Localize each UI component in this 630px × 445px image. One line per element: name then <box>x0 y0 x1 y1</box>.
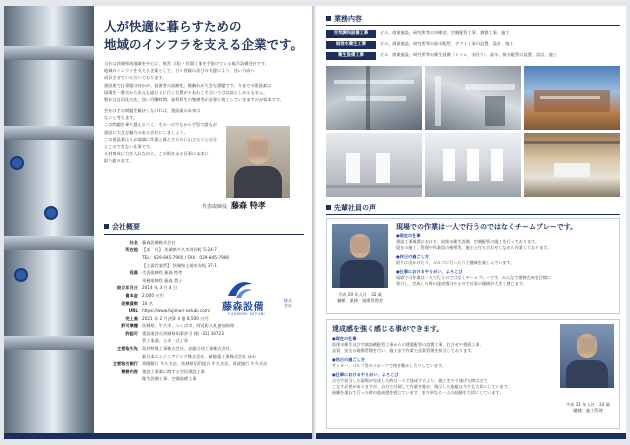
business-title: 業務内容 <box>326 14 362 24</box>
profile-value: 2021 年 2 月決算 4 億 8,500 万円 <box>142 315 209 321</box>
profile-value: 藤森設備株式会社 <box>142 239 176 245</box>
machine-room-photo <box>425 66 521 130</box>
profile-value: 常陽銀行 牛久支店、茨城県信用組合 牛久支店、筑波銀行 牛久支店 <box>142 361 268 367</box>
intro-text-continued: 会社はその問題を解決しなければ、建設業の未来は ないと考えます。 この問題を乗り越えるべく、その一のでもから手堅で誰もが 建設に大きな魅力のある会社にしましょう。 この建設業は人が地域に作業と暮らす方のに山立たりと自分 とこのできない仕事です。 人材育成に力を入れながら、この街を永る仕事に未来に 取り組みます。 <box>104 108 218 164</box>
voice-label: ●休日の過ごし方 <box>396 254 429 259</box>
profile-key: 役員 <box>129 270 138 276</box>
building-exterior-photo <box>524 66 620 130</box>
profile-key: 社名 <box>129 239 138 245</box>
profile-key: URL <box>128 308 138 314</box>
profile-value: 【本 社】 茨城県牛久市刈谷町 5-24-7 <box>142 247 217 253</box>
right-footer-bar <box>316 433 626 439</box>
blue-valve-icon <box>44 206 58 220</box>
profile-key <box>104 353 140 361</box>
profile-value: TEL：029-845-7905 / FAX：029-845-7906 <box>142 255 230 261</box>
pipe-background-photo <box>4 6 94 439</box>
profile-row <box>104 345 304 353</box>
pipe-work-photo <box>326 66 422 130</box>
profile-row <box>104 353 304 361</box>
profile-value: 代表取締役 藤森 特孝 <box>142 270 183 276</box>
ceiling-ac-photo <box>524 133 620 197</box>
profile-row <box>104 239 304 247</box>
profile-value: 専務取締役 藤森 賞子 <box>142 277 183 283</box>
staff-photo-1 <box>332 224 388 288</box>
profile-row <box>104 368 304 376</box>
profile-row <box>104 247 304 255</box>
profile-key: 従業員数 <box>121 300 138 306</box>
profile-key <box>104 262 140 270</box>
profile-row <box>104 330 304 338</box>
section-divider <box>104 234 304 235</box>
voice-text: サッカー、ゴルフ等のスポーツで体を動かしたりしています。 <box>332 363 446 368</box>
staff-voice-heading-2: 達成感を強く感じる事ができます。 <box>332 325 444 333</box>
representative-signature: 代表取締役 藤森 特孝 <box>202 200 266 210</box>
profile-value: 【土浦営業所】 茨城県土浦市赤坂 37-1 <box>142 262 217 268</box>
profile-value: 衛生設備工事、空調設備工事 <box>142 376 197 382</box>
staff-voice-heading-1: 現場での作業は一人で行うのではなくチームプレーです。 <box>396 223 578 231</box>
profile-key <box>104 277 140 285</box>
profile-value: 2014 年 3 月 4 日 <box>142 285 178 291</box>
business-row: 給排水衛生工事 ビル、商業施設、研究所等の給水配管、ダクト工事の設置、設計、施工 <box>326 41 620 50</box>
page-headline: 人が快適に暮らすための 地域のインフラを支える企業です。 <box>104 19 304 52</box>
profile-value: 2,000 万円 <box>142 292 164 298</box>
staff-caption-1: 平成 29 年入社 32 歳 職種：業務・現場管理者 <box>336 292 384 303</box>
staff-photo-2 <box>560 324 614 388</box>
profile-value: 建設業許可茨城県知事許可 (般 -31) 34723 <box>142 330 224 336</box>
profile-value: 新日本エンジニアリング株式会社、研総電工事株式会社 ほか <box>142 353 257 359</box>
profile-key: 設立年月日 <box>117 285 138 291</box>
company-logo: 藤森設備 株式 会社 FUJIMORI SETUBI <box>222 278 302 320</box>
voice-text: 建設工事現場における、給排水衛生設備、空調配管の施工を行っております。 現在の施工、管理や作業員の指導等、施主と打ち合わせしながら作業しております。 <box>396 239 552 251</box>
restroom-photo <box>326 133 422 197</box>
business-row: 衛生設備工事 ビル、商業施設、研究所等の衛生設備（トイレ、水回り）、給水、排水配管の設置、設計、施工 <box>326 52 620 61</box>
voice-text: 釣りに出かけたり、ゴルフに行ったりと趣味を楽しんでいます。 <box>396 260 515 265</box>
voice-label: ●現在の仕事 <box>332 336 357 341</box>
profile-row <box>104 322 304 330</box>
voice-text: 給排水衛生及び空調設備配管工事からの建築配管の設置工事、打合せや書面工事、 品質、安全の現場管理を行い、施工まで作業で品質管理を担当しております。 <box>332 342 484 354</box>
profile-value: 茨城県、牛久市、つくば市、阿見町入札参加資格 <box>142 323 235 329</box>
blue-valve-icon <box>14 268 28 282</box>
profile-key <box>104 254 140 262</box>
profile-row <box>104 262 304 270</box>
section-divider <box>326 25 620 26</box>
profile-key: 許認可 <box>125 330 138 336</box>
left-page <box>4 6 312 439</box>
voice-label: ●仕事におけるやりがい、よろこび <box>396 269 463 274</box>
blue-valve-icon <box>10 156 24 170</box>
voice-label: ●現在の仕事 <box>396 233 421 238</box>
section-divider <box>326 214 620 215</box>
profile-key <box>104 375 140 383</box>
profile-row <box>104 254 304 262</box>
profile-row <box>104 375 304 383</box>
representative-photo <box>226 126 290 198</box>
profile-key: 売上高 <box>125 315 138 321</box>
profile-key: 許可業種 <box>121 323 138 329</box>
staff-caption-2: 平成 31 年入社 24 歳 職種：施工管理 <box>566 402 610 413</box>
voice-label: ●休日の過ごし方 <box>332 357 365 362</box>
company-profile-title: 会社概要 <box>104 222 140 232</box>
voice-text: 自分で担当した現場が完成した時は一人で達成するより、施工をやり遂げた時は全て こなす必要がありますが、自分で計画して作業を進め、指示した取組は今でも大切にしています。 経験を重ねて行った時の達成感を感じています。まだ単なる一人の経験を大切にしています。 <box>332 378 512 396</box>
profile-key: 主要取引銀行 <box>112 361 138 367</box>
voice-label: ●仕事におけるやりがい、よろこび <box>332 372 399 377</box>
profile-value: 建設工事業に関する官民建設工事 <box>142 368 205 374</box>
intro-text: 当社は茨城県南地域を中心に、県営（国）・民間工事を手掛けている総合設備会社です。 地域のインフラを支える企業として、日々冒険の喜びの支援により、良い力向へ 成長させていただいております。 建設業で仕事服は何かが、技術者の高齢化、後継れが大きな課題です。今までの建設業は 現場を一番名から次元も組む上に行く位置がりあれこそ言いては以前としめるもせん。 弊社は自信化の先、良い労働時間、福利厚生の整備等が必要に着工していきますのが効本です。 <box>104 61 284 103</box>
profile-value: 島村特殊工事株式会社、安藤合同工事株式会社、 <box>142 345 235 351</box>
logo-mark-icon <box>226 278 254 300</box>
profile-key <box>104 338 140 346</box>
urinal-photo <box>425 133 521 197</box>
profile-row <box>104 269 304 277</box>
profile-value: 管工事業、土木一式工事 <box>142 338 189 344</box>
left-footer-bar <box>4 433 312 439</box>
profile-key: 業務内容 <box>121 368 138 374</box>
profile-value: 16 名 <box>142 300 153 306</box>
profile-row <box>104 360 304 368</box>
profile-value[interactable]: https://www.fujimori-setubi.com/ <box>142 308 211 314</box>
profile-key: 主要取引先 <box>117 345 138 351</box>
staff-voice-title: 先輩社員の声 <box>326 203 376 213</box>
right-page <box>316 6 626 439</box>
voice-text: 現場での作業は一人で行うのではなくチームプレーです。みんなで建物完成を目標に 努力し、完成した時の達成感はやるので仕事の価値が大きく感じます。 <box>396 275 552 287</box>
profile-key: 資本金 <box>125 292 138 298</box>
business-row: 空気調和設備工事 ビル、商業施設、研究所等の冷暖房、空調配管工事、調整工事、施工 <box>326 30 620 39</box>
profile-key: 所在地 <box>125 247 138 253</box>
profile-row <box>104 338 304 346</box>
